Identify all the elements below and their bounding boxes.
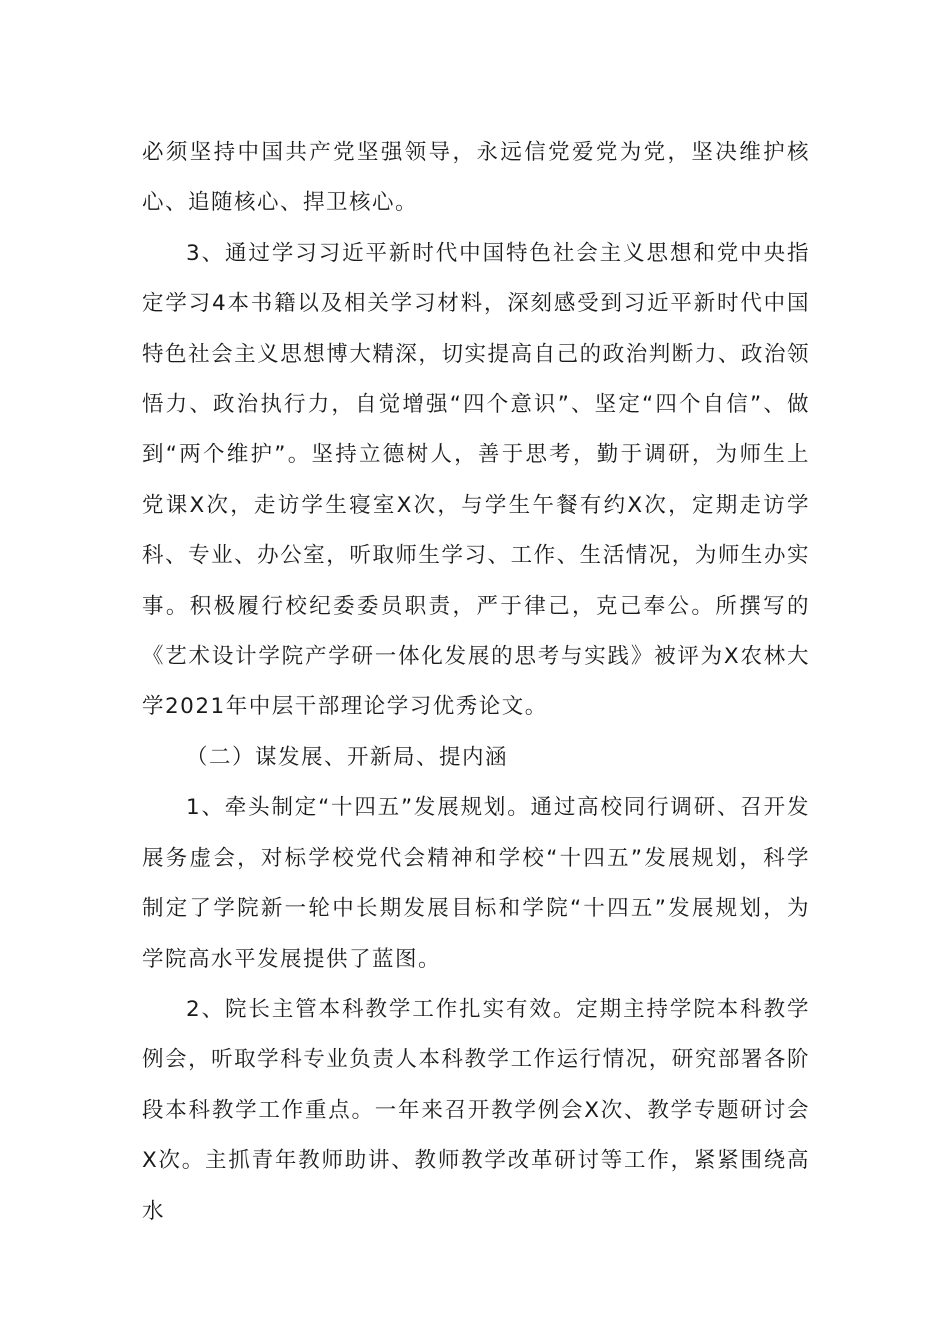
document-body [142, 128, 810, 1237]
paragraph-item-3: 3、通过学习习近平新时代中国特色社会主义思想和党中央指定学习4本书籍以及相关学习材料，深刻感受到习近平新时代中国特色社会主义思想博大精深，切实提高自己的政治判断力、政治领悟力、政治执行力，自觉增强“四个意识”、坚定“四个自信”、做到“两个维护”。坚持立德树人，善于思考，勤于调研，为师生上党课X次，走访学生寝室X次，与学生午餐有约X次，定期走访学科、专业、办公室，听取师生学习、工作、生活情况，为师生办实事。积极履行校纪委委员职责，严于律己，克己奉公。所撰写的《艺术设计学院产学研一体化发展的思考与实践》被评为X农林大学2021年中层干部理论学习优秀论文。 [142, 240, 810, 720]
paragraph-continuation: 必须坚持中国共产党坚强领导，永远信党爱党为党，坚决维护核心、追随核心、捍卫核心。 [142, 140, 810, 216]
paragraph-item-1: 1、牵头制定“十四五”发展规划。通过高校同行调研、召开发展务虚会，对标学校党代会精神和学校“十四五”发展规划，科学制定了学院新一轮中长期发展目标和学院“十四五”发展规划，为学院高水平发展提供了蓝图。 [142, 795, 810, 972]
paragraph-item-2: 2、院长主管本科教学工作扎实有效。定期主持学院本科教学例会，听取学科专业负责人本科教学工作运行情况，研究部署各阶段本科教学工作重点。一年来召开教学例会X次、教学专题研讨会X次。主抓青年教师助讲、教师教学改革研讨等工作，紧紧围绕高水 [142, 996, 810, 1224]
section-heading-2: （二）谋发展、开新局、提内涵 [186, 744, 509, 770]
